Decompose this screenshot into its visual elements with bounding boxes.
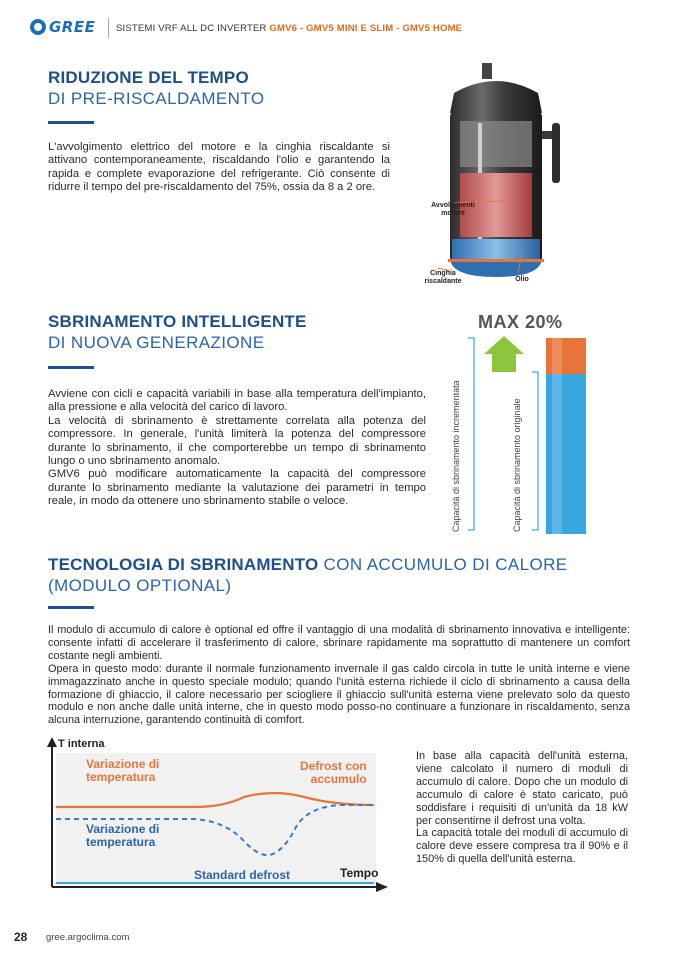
- section1-underline: [48, 121, 94, 124]
- section2-body: [48, 388, 426, 509]
- header-prefix: SISTEMI VRF ALL DC INVERTER: [116, 23, 270, 34]
- gree-logo-icon: [30, 19, 46, 35]
- scroll-mechanism: [460, 121, 532, 167]
- section3-paragraph-2: Opera in questo modo: durante il normale funzionamento invernale il gas caldo circola in tutte le unità interne e viene immagazzinato anche in questo speciale modulo; quando l'unità esterna richiede il ciclo di sbrinamento a causa della formazione di ghiaccio, il calore necessario per sciogliere il ghiaccio sull'unità esterna viene prelevato solo da questo modulo e non anche dalle unità interne, che in questo modo posso-no continuare a funzionare in riscaldamento, senza alcuna interruzione, garantendo continuità di comfort.: [48, 662, 630, 727]
- standard-defrost-label: Standard defrost: [194, 868, 291, 882]
- section3-title-light-2: (MODULO OPTIONAL): [48, 576, 232, 595]
- side-paragraph-2: La capacità totale dei moduli di accumulo di calore deve essere compresa tra il 90% e il 150% di quella dell'unità esterna.: [416, 827, 628, 866]
- var1-label: [86, 758, 159, 784]
- oil-label: Olio: [515, 276, 529, 283]
- section2-paragraph-1: Avviene con cicli e capacità variabili in base alla temperatura dell'impianto, alla pressione e alla velocità del carico di lavoro.: [48, 388, 426, 414]
- graph-x-label: Tempo: [340, 866, 379, 880]
- winding-label: Avvolgimenti motore: [431, 202, 475, 217]
- section3-title: [48, 555, 628, 596]
- defrost1-line-1: Defrost con: [300, 759, 367, 773]
- max-label: MAX 20%: [478, 312, 563, 332]
- section3-title-light-1: CON ACCUMULO DI CALORE: [318, 555, 568, 574]
- var2-line-1: Variazione di: [86, 822, 160, 836]
- compressor-top: [450, 81, 542, 113]
- header-title: [116, 23, 462, 34]
- compressor-illustration: [414, 63, 584, 293]
- side-paragraph-1: In base alla capacità dell'unità esterna, viene calcolato il numero di moduli di accumulo di calore. Dopo che un modulo di accumulo di calore è stato caricato, può soddisfare i requisiti di un'unità da 18 kW per consentirne il defrost una volta.: [416, 750, 628, 827]
- belt-label: Cinghia riscaldante: [424, 270, 462, 285]
- defrost-accumulo-label: [300, 760, 367, 786]
- footer-url: gree.argoclima.com: [46, 932, 130, 943]
- section3-side-text: [416, 750, 628, 866]
- bar-highlight: [552, 338, 562, 534]
- section3-underline: [48, 606, 94, 609]
- graph-y-label: T interna: [58, 738, 105, 750]
- var1-line-2: temperatura: [86, 770, 156, 784]
- page-number: 28: [14, 930, 28, 944]
- axis-original-label: Capacità di sbrinamento originale: [512, 398, 522, 532]
- section1-title-light: DI PRE-RISCALDAMENTO: [48, 89, 265, 108]
- section3-title-bold: TECNOLOGIA DI SBRINAMENTO: [48, 555, 319, 574]
- section1-title: [48, 68, 264, 109]
- header-divider: [108, 18, 109, 38]
- section2-title: [48, 312, 307, 353]
- incremented-bracket: [468, 338, 474, 530]
- section1-title-bold: RIDUZIONE DEL TEMPO: [48, 68, 249, 87]
- section2-paragraph-3: GMV6 può modificare automaticamente la capacità del compressore durante lo sbrinamento mediante la valutazione dei parametri in tempo reale, in modo da ottenere uno sbrinamento stabile o veloce.: [48, 468, 426, 508]
- y-axis-arrow-icon: [47, 737, 57, 747]
- var2-line-2: temperatura: [86, 835, 156, 849]
- x-axis-arrow-icon: [376, 882, 388, 892]
- section2-title-light: DI NUOVA GENERAZIONE: [48, 333, 265, 352]
- original-bracket: [532, 372, 538, 530]
- axis-incremented-label: Capacità di sbrinamento incrementata: [451, 380, 461, 532]
- logo-text: GREE: [49, 18, 96, 36]
- heating-belt: [448, 259, 544, 262]
- var1-line-1: Variazione di: [86, 757, 160, 771]
- discharge-pipe: [482, 63, 492, 79]
- page-header: [0, 0, 678, 52]
- section2-paragraph-2: La velocità di sbrinamento è strettamente correlata alla potenza del compressore. In generale, l'unità limiterà la potenza del compressore durante lo sbrinamento, il che comporterebbe un tempo di sbrinamento lungo o uno sbrinamento anomalo.: [48, 414, 426, 468]
- defrost1-line-2: accumulo: [310, 772, 367, 786]
- gree-logo: [30, 16, 102, 38]
- accumulator: [552, 123, 560, 183]
- section3-body: [48, 624, 630, 727]
- section2-title-bold: SBRINAMENTO INTELLIGENTE: [48, 312, 307, 331]
- oil-sump: [452, 239, 540, 261]
- section1-body: [48, 141, 390, 195]
- var2-label: [86, 823, 159, 849]
- section1-paragraph: L'avvolgimento elettrico del motore e la cinghia riscaldante si attivano contemporaneamente, riscaldando l'olio e garantendo la rapida e complete evaporazione del refrigerante. Ciò consente di ridurre il tempo del pre-riscaldamento del 75%, ossia da 8 a 2 ore.: [48, 141, 390, 194]
- section3-paragraph-1: Il modulo di accumulo di calore è optional ed offre il vantaggio di una modalità di sbrinamento innovativa e intelligente: consente infatti di accelerare il trasferimento di calore, sbrinare rapidamente ma soprattutto di mantenere un comfort costante negli ambienti.: [48, 624, 630, 662]
- section2-underline: [48, 366, 94, 369]
- header-models: GMV6 - GMV5 MINI E SLIM - GMV5 HOME: [269, 23, 463, 34]
